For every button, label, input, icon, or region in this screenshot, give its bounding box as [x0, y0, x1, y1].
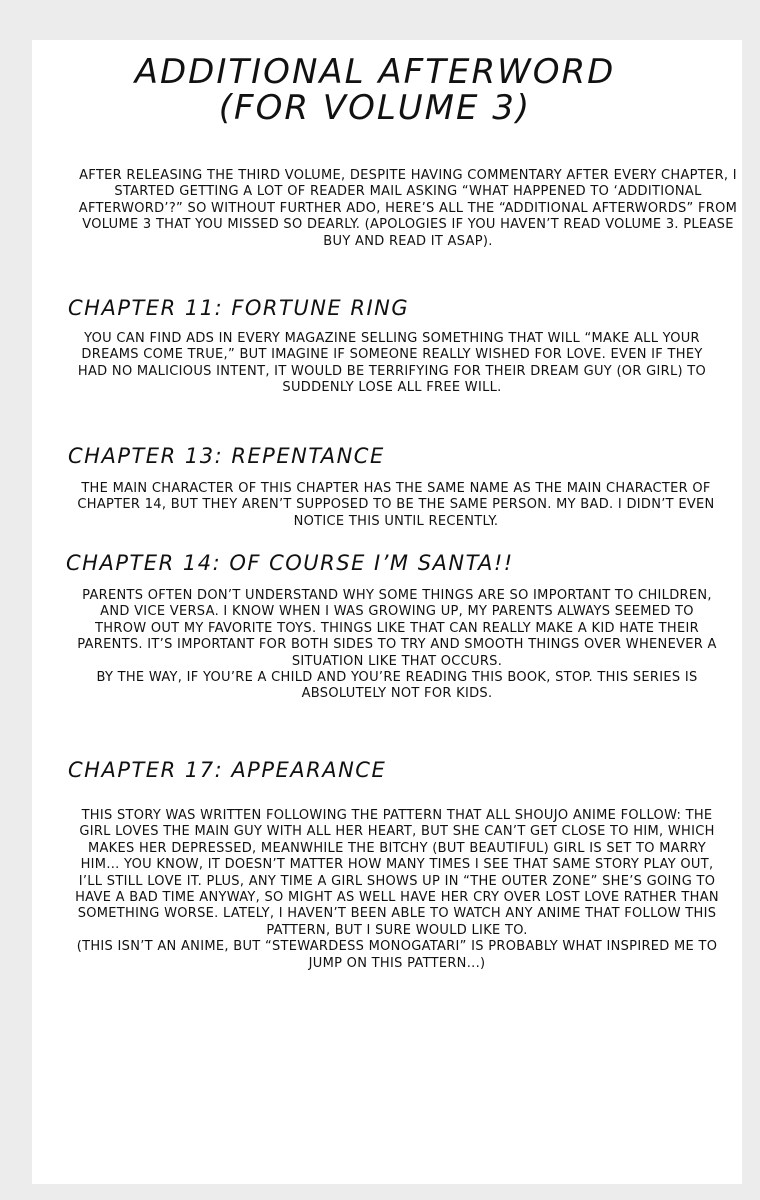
- section-body-chapter-13: THE MAIN CHARACTER OF THIS CHAPTER HAS THE SAME NAME AS THE MAIN CHARACTER OF CHAPTER 14, BUT THEY AREN’T SUPPOSED TO BE THE SAME PERSON. MY BAD. I DIDN’T EVEN NOTICE THIS UNTIL RECENTLY.: [77, 481, 715, 529]
- intro-paragraph: AFTER RELEASING THE THIRD VOLUME, DESPITE HAVING COMMENTARY AFTER EVERY CHAPTER, I STARTED GETTING A LOT OF READER MAIL ASKING “WHAT HAPPENED TO ‘ADDITIONAL AFTERWORD’?” SO WITHOUT FURTHER ADO, HERE’S ALL THE “ADDITIONAL AFTERWORDS” FROM VOLUME 3 THAT YOU MISSED SO DEARLY. (APOLOGIES IF YOU HAVEN’T READ VOLUME 3. PLEASE BUY AND READ IT ASAP).: [78, 168, 738, 249]
- section-body-chapter-14: [74, 588, 720, 703]
- section-heading-chapter-17: CHAPTER 17: APPEARANCE: [68, 758, 387, 782]
- section-body-chapter-17: [72, 808, 722, 972]
- page: [32, 40, 742, 1184]
- title-line-1: ADDITIONAL AFTERWORD: [134, 52, 616, 92]
- section-heading-chapter-11: CHAPTER 11: FORTUNE RING: [68, 296, 410, 320]
- page-title: [32, 54, 718, 126]
- section-body-chapter-17-part-2: (THIS ISN’T AN ANIME, BUT “STEWARDESS MONOGATARI” IS PROBABLY WHAT INSPIRED ME TO JUMP ON THIS PATTERN...): [76, 939, 718, 971]
- title-line-2: (FOR VOLUME 3): [218, 88, 532, 128]
- section-body-chapter-11: YOU CAN FIND ADS IN EVERY MAGAZINE SELLING SOMETHING THAT WILL “MAKE ALL YOUR DREAMS COME TRUE,” BUT IMAGINE IF SOMEONE REALLY WISHED FOR LOVE. EVEN IF THEY HAD NO MALICIOUS INTENT, IT WOULD BE TERRIFYING FOR THEIR DREAM GUY (OR GIRL) TO SUDDENLY LOSE ALL FREE WILL.: [77, 331, 707, 396]
- section-body-chapter-17-part-1: THIS STORY WAS WRITTEN FOLLOWING THE PATTERN THAT ALL SHOUJO ANIME FOLLOW: THE GIRL LOVES THE MAIN GUY WITH ALL HER HEART, BUT SHE CAN’T GET CLOSE TO HIM, WHICH MAKES HER DEPRESSED, MEANWHILE THE BITCHY (BUT BEAUTIFUL) GIRL IS SET TO MARRY HIM... YOU KNOW, IT DOESN’T MATTER HOW MANY TIMES I SEE THAT SAME STORY PLAY OUT, I’LL STILL LOVE IT. PLUS, ANY TIME A GIRL SHOWS UP IN “THE OUTER ZONE” SHE’S GOING TO HAVE A BAD TIME ANYWAY, SO MIGHT AS WELL HAVE HER CRY OVER LOST LOVE RATHER THAN SOMETHING WORSE. LATELY, I HAVEN’T BEEN ABLE TO WATCH ANY ANIME THAT FOLLOW THIS PATTERN, BUT I SURE WOULD LIKE TO.: [75, 808, 719, 938]
- section-body-chapter-14-part-2: BY THE WAY, IF YOU’RE A CHILD AND YOU’RE READING THIS BOOK, STOP. THIS SERIES IS ABSOLUTELY NOT FOR KIDS.: [96, 670, 698, 702]
- section-heading-chapter-13: CHAPTER 13: REPENTANCE: [68, 444, 385, 468]
- section-heading-chapter-14: CHAPTER 14: OF COURSE I’M SANTA!!: [66, 551, 514, 575]
- section-body-chapter-14-part-1: PARENTS OFTEN DON’T UNDERSTAND WHY SOME THINGS ARE SO IMPORTANT TO CHILDREN, AND VICE VERSA. I KNOW WHEN I WAS GROWING UP, MY PARENTS ALWAYS SEEMED TO THROW OUT MY FAVORITE TOYS. THINGS LIKE THAT CAN REALLY MAKE A KID HATE THEIR PARENTS. IT’S IMPORTANT FOR BOTH SIDES TO TRY AND SMOOTH THINGS OVER WHENEVER A SITUATION LIKE THAT OCCURS.: [77, 588, 717, 669]
